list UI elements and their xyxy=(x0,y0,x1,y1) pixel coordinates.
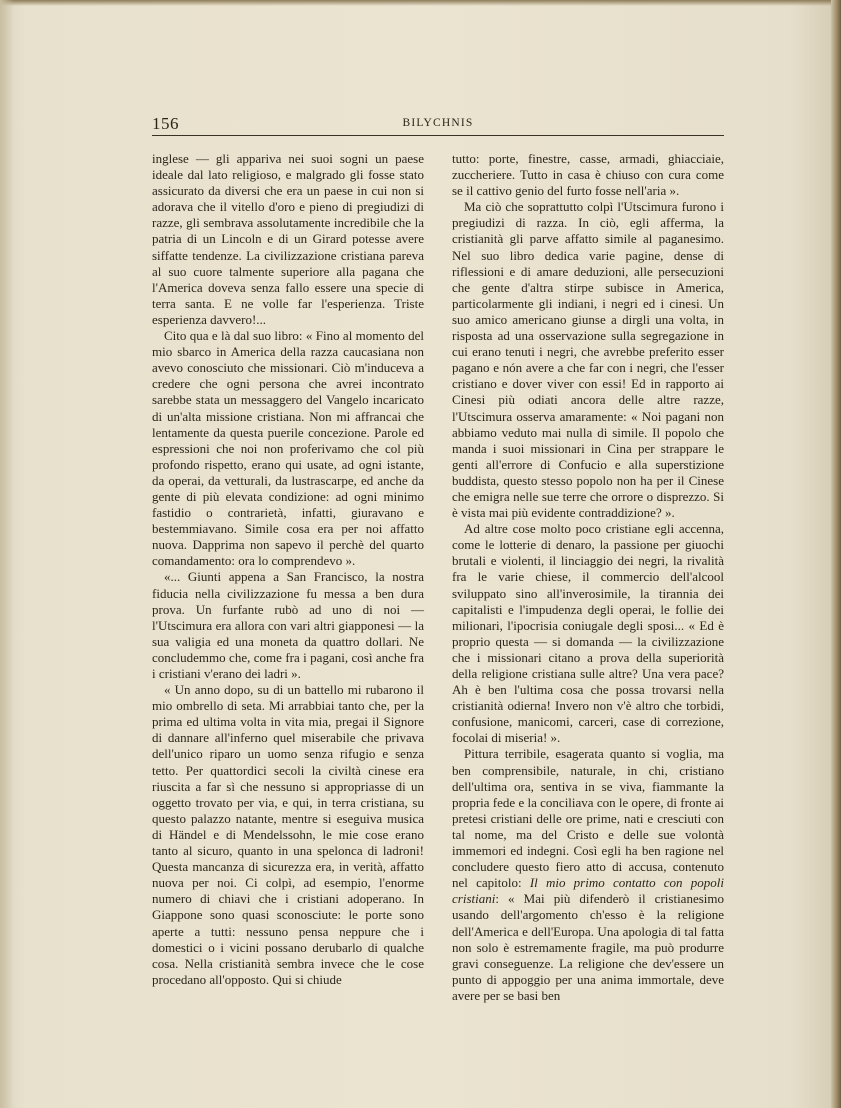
running-head: BILYCHNIS xyxy=(402,117,474,129)
paragraph-text: : « Mai più difenderò il cristianesimo usando dell'argomento ch'esso è la religione dell'America e dell'Europa. Una apologia di tal fatta non solo è estremamente fragile, ma può produrre gravi conseguenze. La religione che dev'essere un punto di appoggio per una anima immortale, deve avere per se basi ben xyxy=(452,891,724,1003)
paragraph-text: Pittura terribile, esagerata quanto si voglia, ma ben comprensibile, naturale, in chi, cristiano dell'ultima ora, sentiva in se viva, fiammante la propria fede e la conciliava con le opere, di fronte ai pretesi cristiani delle ore prime, nati e cresciuti con tal nome, ma del Cristo e delle sue volontà immemori ed indegni. Così egli ha ben ragione nel concludere questo fiero atto di accusa, contenuto nel capitolo: xyxy=(452,746,724,891)
page-header xyxy=(152,114,724,136)
paragraph: inglese — gli appariva nei suoi sogni un paese ideale dal lato religioso, e malgrado gli fosse stato assicurato da diversi che era un paese in cui non si adorava che il vitello d'oro e pieno di pregiudizi di razze, gli sembrava assolutamente incredibile che la patria di un Lincoln e di un Girard potesse avere siffatte tendenze. La civilizzazione cristiana pareva al suo cuore talmente superiore alla pagana che l'America doveva senza fallo essere una specie di terra santa. E ne volle far l'esperienza. Triste esperienza davvero!... xyxy=(152,151,424,327)
paragraph: «... Giunti appena a San Francisco, la nostra fiducia nella civilizzazione fu messa a ben dura prova. Un furfante rubò ad uno di noi — l'Utscimura era allora con vari altri giapponesi — la sua valigia ed una moneta da quattro dollari. Ne concludemmo che, come fra i pagani, così anche fra i cristiani v'erano dei ladri ». xyxy=(152,569,424,681)
page-edge xyxy=(831,0,841,1108)
paragraph: « Un anno dopo, su di un battello mi rubarono il mio ombrello di seta. Mi arrabbiai tanto che, per la prima ed ultima volta in vita mia, pregai il Signore di dannare all'inferno quel miserabile che privava dell'unico riparo un uomo senza rifugio e senza tetto. Per quattordici secoli la civiltà cinese era riuscita a far sì che nessuno si appropriasse di un oggetto trovato per via, e qui, in terra cristiana, su questo palazzo natante, mentre si eseguiva musica di Händel e di Mendelssohn, le mie cose erano tanto al sicuro, quanto in una spelonca di ladroni! Questa mancanza di sicurezza era, in verità, affatto nuova per noi. Ci colpì, ad esempio, l'enorme numero di chiavi che i cristiani adoperano. In Giappone sono quasi sconosciute: le porte sono aperte a tutti: nessuno pensa neppure che i domestici o i vicini possano derubarlo di qualche cosa. Nella cristianità sembra invece che le cose procedano all'opposto. Qui si chiude xyxy=(152,682,424,987)
left-column xyxy=(152,151,424,988)
right-column xyxy=(452,151,724,1004)
page-number: 156 xyxy=(152,114,179,133)
chapter-title: Il mio primo contatto con popoli cristiani xyxy=(452,875,724,907)
header-rule xyxy=(152,135,724,136)
paragraph: tutto: porte, finestre, casse, armadi, ghiacciaie, zuccheriere. Tutto in casa è chiuso con cura come se il cattivo genio del furto fosse nell'aria ». xyxy=(452,151,724,199)
paragraph: Cito qua e là dal suo libro: « Fino al momento del mio sbarco in America della razza caucasiana non avevo conosciuto che missionari. Ciò m'induceva a credere che ogni persona che avrei incontrato sarebbe stata un messaggero del Vangelo incaricato di un'alta missione cristiana. Non mi affrancai che lentamente da questa puerile concezione. Parole ed espressioni che noi non proferivamo che col più profondo rispetto, erano qui usate, ad ogni istante, da operai, da vetturali, da lustrascarpe, ed anche da gente di più elevata condizione: ad ogni minimo fastidio o contrarietà, infatti, giuravano e bestemmiavano. Simile cosa era per noi affatto nuova. Dapprima non sapevo il perchè del quarto comandamento: ora lo comprendevo ». xyxy=(152,328,424,569)
paragraph xyxy=(452,746,724,1004)
page-gutter-shadow xyxy=(0,0,14,1108)
paragraph: Ad altre cose molto poco cristiane egli accenna, come le lotterie di denaro, la passione per giuochi brutali e violenti, il linciaggio dei negri, la rivalità fra le varie chiese, il commercio dell'alcool sviluppato sino all'inverosimile, la tirannia dei capitalisti e l'impudenza degli operai, le follie dei milionari, l'ipocrisia coniugale degli sposi... « Ed è proprio questa — si domanda — la civilizzazione che i missionari citano a prova della superiorità della religione cristiana sulle altre? Una vera pace? Ah è ben l'ultima cosa che possa trovarsi nella cristianità odierna! Invero non v'è altro che torbidi, confusione, manicomi, carceri, case di correzione, focolai di miseria! ». xyxy=(452,521,724,746)
page-top-shadow xyxy=(0,0,841,6)
paragraph: Ma ciò che soprattutto colpì l'Utscimura furono i pregiudizi di razza. In ciò, egli afferma, la cristianità gli parve affatto simile al paganesimo. Nel suo libro dedica varie pagine, dense di riflessioni e di amare deduzioni, alle persecuzioni che gente d'altra stirpe subisce in America, particolarmente gli indiani, i negri ed i cinesi. Un suo amico americano giunse a dirgli una volta, in risposta ad una osservazione sulla segregazione in cui erano tenuti i negri, che avrebbe preferito esser pagano e nón avere a che far con i negri, che l'esser cristiano e dover viver con essi! Ed in rapporto ai Cinesi più odiati ancora delle altre razze, l'Utscimura osserva amaramente: « Noi pagani non abbiamo veduto mai nulla di simile. Il popolo che manda i suoi missionari in Cina per strappare le genti all'errore di Confucio e alla superstizione buddista, questo stesso popolo non ha per il Cinese che emigra nelle sue terre che orrore o disprezzo. Si è vista mai più evidente contraddizione? ». xyxy=(452,199,724,521)
